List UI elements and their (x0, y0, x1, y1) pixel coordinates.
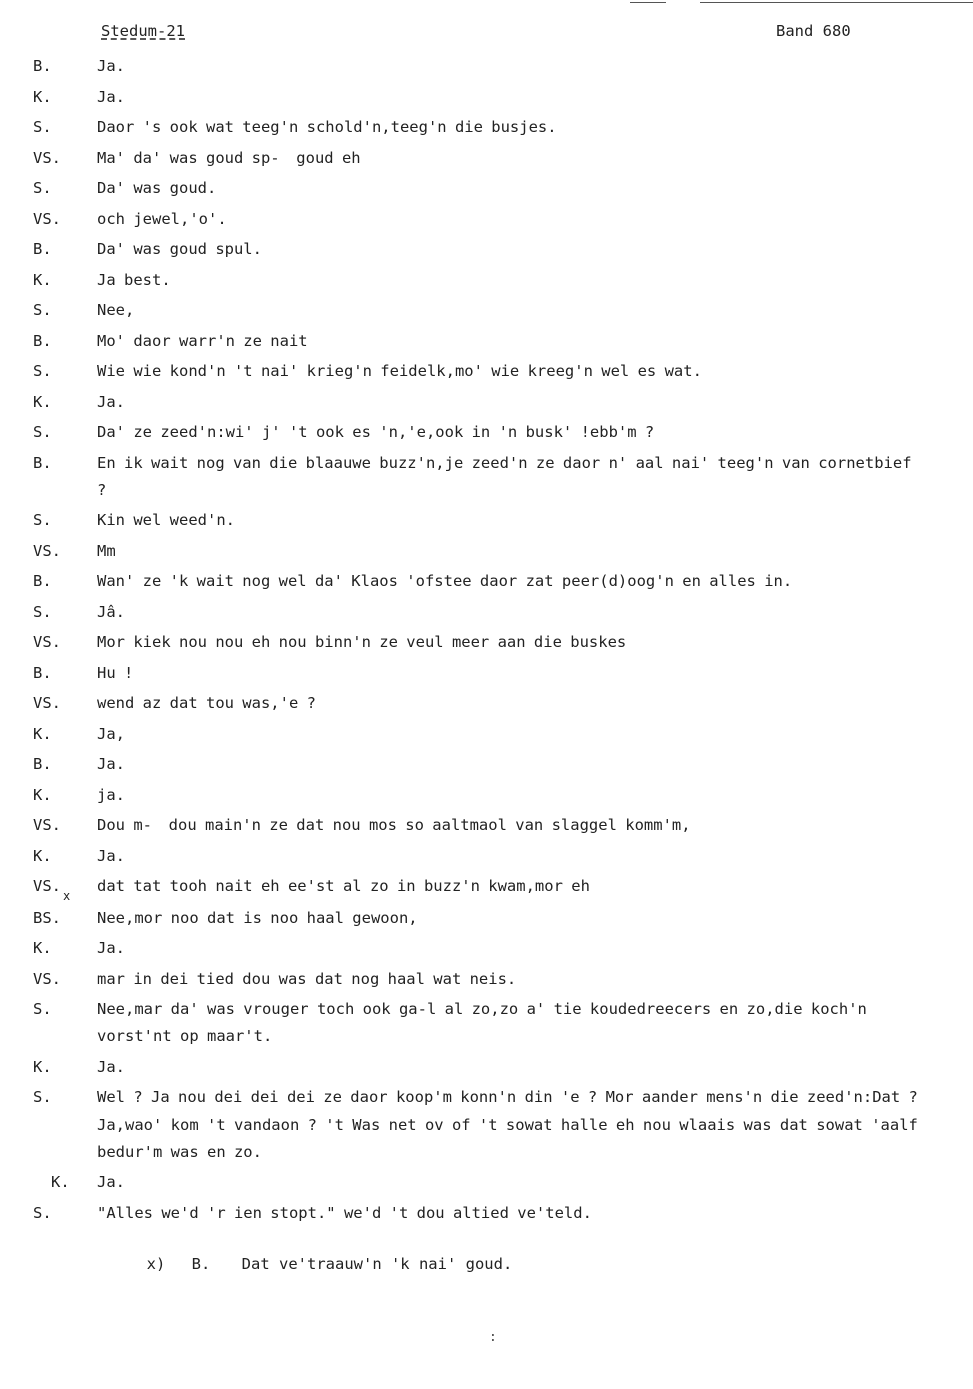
utterance-text: Dou m- dou main'n ze dat nou mos so aaltmaol van slaggel komm'm, (97, 816, 691, 835)
page-speck: : (489, 1330, 497, 1345)
speaker-label (0, 236, 97, 263)
utterance-text: wend az dat tou was,'e ? (97, 694, 316, 713)
speaker-name: VS. (33, 148, 61, 167)
speaker-label (0, 538, 97, 565)
speaker-name: B. (33, 755, 52, 774)
speaker-label (0, 419, 97, 446)
transcript-line (0, 507, 973, 534)
speaker-name: K. (33, 846, 52, 865)
speaker-label (0, 1200, 97, 1227)
speaker-label (0, 721, 97, 748)
speaker-name: B. (33, 331, 52, 350)
footnote (128, 1237, 512, 1273)
speaker-label (0, 175, 97, 202)
transcript-line (0, 1200, 973, 1227)
utterance-text: Wan' ze 'k wait nog wel da' Klaos 'ofstee daor zat peer(d)oog'n en alles in. (97, 572, 793, 591)
footnote-speaker: B. (191, 1255, 211, 1273)
transcript-line (0, 812, 973, 839)
utterance-text: Da' ze zeed'n:wi' j' 't ook es 'n,'e,ook in 'n busk' !ebb'm ? (97, 423, 655, 441)
speaker-name: VS. (33, 633, 61, 652)
transcript-line (0, 935, 973, 962)
speaker-name: K. (33, 87, 52, 106)
speaker-name: S. (33, 118, 52, 136)
speaker-label (0, 935, 97, 962)
speaker-name: K. (33, 724, 52, 743)
speaker-label (0, 1169, 97, 1196)
transcript-line (0, 297, 973, 324)
utterance-text: Nee,mor noo dat is noo haal gewoon, (97, 908, 418, 927)
transcript-line (0, 629, 973, 656)
page-title: Stedum-21 (101, 22, 185, 40)
speaker-name: S. (33, 1000, 52, 1019)
speaker-name: K. (33, 1057, 52, 1076)
utterance-text: ja. (97, 785, 125, 804)
transcript-line (0, 114, 973, 141)
speaker-label (0, 389, 97, 416)
utterance-text: Kin wel weed'n. (97, 511, 235, 530)
utterance-text: Ja. (97, 392, 125, 411)
utterance-text: Da' was goud. (97, 179, 217, 197)
speaker-label (0, 873, 97, 904)
speaker-name: S. (33, 602, 52, 621)
speaker-label (0, 660, 97, 687)
transcript-line (0, 1084, 973, 1166)
transcript-line (0, 328, 973, 355)
transcript-line (0, 660, 973, 687)
speaker-label (0, 996, 97, 1023)
speaker-label (0, 297, 97, 324)
transcript-line (0, 905, 973, 932)
utterance-text: En ik wait nog van die blaauwe buzz'n,je zeed'n ze daor n' aal nai' teeg'n van cornetbief ? (97, 453, 920, 499)
transcript-line (0, 599, 973, 626)
speaker-name: S. (33, 301, 52, 319)
speaker-name: K. (33, 939, 52, 958)
speaker-name: BS. (33, 908, 61, 927)
utterance-text: Daor 's ook wat teeg'n schold'n,teeg'n die busjes. (97, 118, 557, 136)
utterance-text: Ja, (97, 724, 125, 743)
footnote-marker: x) (146, 1255, 166, 1273)
transcript-line (0, 843, 973, 870)
speaker-label (0, 358, 97, 385)
utterance-text: Ja best. (97, 270, 171, 289)
speaker-label (0, 629, 97, 656)
speaker-label (0, 751, 97, 778)
transcript-line (0, 267, 973, 294)
speaker-label (0, 599, 97, 626)
transcript-line (0, 53, 973, 80)
speaker-name: VS. (33, 541, 61, 560)
utterance-text: Ja. (97, 846, 125, 865)
transcript-line (0, 358, 973, 385)
speaker-name: VS. (33, 969, 61, 988)
footnote-reference-marker: x (63, 889, 71, 904)
utterance-text: Da' was goud spul. (97, 240, 262, 258)
utterance-text: dat tat tooh nait eh ee'st al zo in buzz'n kwam,mor eh (97, 877, 590, 896)
speaker-label (0, 206, 97, 233)
speaker-label (0, 966, 97, 993)
speaker-name: S. (33, 511, 52, 530)
speaker-name: B. (33, 572, 52, 591)
speaker-label (0, 267, 97, 294)
speaker-label (0, 812, 97, 839)
utterance-text: Ja. (97, 1173, 125, 1192)
transcript (0, 53, 973, 1230)
page-header (0, 22, 973, 46)
speaker-name: B. (33, 663, 52, 682)
transcript-line (0, 450, 973, 504)
utterance-text: Ja. (97, 87, 125, 106)
utterance-text: Hu ! (97, 663, 134, 682)
transcript-line (0, 721, 973, 748)
speaker-name: S. (33, 362, 52, 380)
transcript-line (0, 236, 973, 263)
speaker-name: K. (51, 1173, 70, 1192)
speaker-name: S. (33, 1088, 52, 1107)
footnote-text: Dat ve'traauw'n 'k nai' goud. (241, 1255, 513, 1273)
speaker-name: S. (33, 423, 52, 441)
utterance-text: Mor kiek nou nou eh nou binn'n ze veul meer aan die buskes (97, 633, 627, 652)
transcript-line (0, 873, 973, 904)
speaker-label (0, 328, 97, 355)
speaker-name: VS. (33, 877, 61, 896)
utterance-text: Nee, (97, 301, 135, 319)
transcript-line (0, 419, 973, 446)
speaker-name: S. (33, 1203, 52, 1222)
transcript-line (0, 84, 973, 111)
top-rule-right (700, 2, 973, 3)
speaker-name: VS. (33, 694, 61, 713)
utterance-text: Ja. (97, 1057, 125, 1076)
transcript-line (0, 690, 973, 717)
transcript-line (0, 1169, 973, 1196)
utterance-text: och jewel,'o'. (97, 209, 227, 228)
utterance-text: Ma' da' was goud sp- goud eh (97, 148, 361, 167)
speaker-name: VS. (33, 816, 61, 835)
utterance-text: Ja. (97, 57, 125, 75)
utterance-text: Mm (97, 541, 116, 560)
speaker-label (0, 1054, 97, 1081)
speaker-label (0, 782, 97, 809)
transcript-line (0, 782, 973, 809)
transcript-line (0, 389, 973, 416)
speaker-label (0, 905, 97, 932)
utterance-text: "Alles we'd 'r ien stopt." we'd 't dou altied ve'teld. (97, 1203, 592, 1222)
utterance-text: mar in dei tied dou was dat nog haal wat neis. (97, 969, 517, 988)
transcript-line (0, 175, 973, 202)
utterance-text: Nee,mar da' was vrouger toch ook ga-l al zo,zo a' tie koudedreecers en zo,die koch'n vorst'nt op maar't. (97, 1000, 876, 1046)
speaker-label (0, 568, 97, 595)
transcript-line (0, 966, 973, 993)
utterance-text: Ja. (97, 755, 125, 774)
speaker-label (0, 690, 97, 717)
speaker-label (0, 84, 97, 111)
speaker-name: S. (33, 179, 52, 197)
speaker-name: K. (33, 785, 52, 804)
speaker-label (0, 450, 97, 477)
speaker-label (0, 145, 97, 172)
top-rule-left (630, 2, 666, 3)
transcript-line (0, 1054, 973, 1081)
transcript-line (0, 996, 973, 1050)
speaker-label (0, 843, 97, 870)
utterance-text: Mo' daor warr'n ze nait (97, 331, 308, 350)
transcript-line (0, 206, 973, 233)
utterance-text: Wel ? Ja nou dei dei dei ze daor koop'm konn'n din 'e ? Mor aander mens'n die zeed'n:Dat ? Ja,wao' kom 't vandaon ? 't Was net ov of 't sowat halle eh nou wlaais was dat sowat 'aalf bedur'm was en zo. (97, 1088, 927, 1161)
speaker-name: B. (33, 453, 52, 472)
speaker-name: K. (33, 392, 52, 411)
transcript-line (0, 568, 973, 595)
speaker-name: B. (33, 240, 52, 258)
speaker-label (0, 1084, 97, 1111)
speaker-label (0, 114, 97, 141)
speaker-label (0, 507, 97, 534)
transcript-line (0, 145, 973, 172)
speaker-name: VS. (33, 209, 61, 228)
tape-number: Band 680 (776, 22, 851, 40)
utterance-text: Ja. (97, 939, 125, 958)
utterance-text: Wie wie kond'n 't nai' krieg'n feidelk,mo' wie kreeg'n wel es wat. (97, 362, 702, 380)
speaker-name: K. (33, 270, 52, 289)
transcript-line (0, 538, 973, 565)
transcript-line (0, 751, 973, 778)
speaker-name: B. (33, 57, 52, 75)
utterance-text: Jâ. (97, 602, 125, 621)
speaker-label (0, 53, 97, 80)
